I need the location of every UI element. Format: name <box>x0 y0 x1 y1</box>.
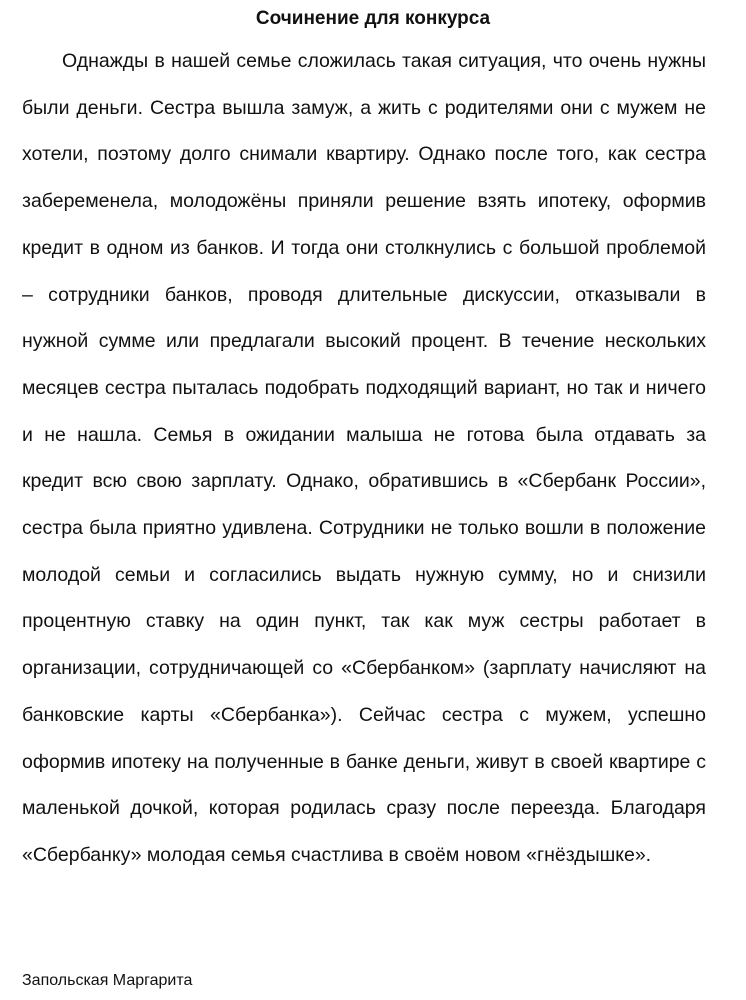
author-signature: Запольская Маргарита <box>22 972 193 989</box>
document-title: Сочинение для конкурса <box>255 8 491 29</box>
essay-paragraph: Однажды в нашей семье сложилась такая ситуация, что очень нужны были деньги. Сестра вышла замуж, а жить с родителями они с мужем не хотели, поэтому долго снимали квартиру. Однако после того, как сестра забеременела, молодожёны приняли решение взять ипотеку, оформив кредит в одном из банков. И тогда они столкнулись с большой проблемой – сотрудники банков, проводя длительные дискуссии, отказывали в нужной сумме или предлагали высокий процент. В течение нескольких месяцев сестра пыталась подобрать подходящий вариант, но так и ничего и не нашла. Семья в ожидании малыша не готова была отдавать за кредит всю свою зарплату. Однако, обратившись в «Сбербанк России», сестра была приятно удивлена. Сотрудники не только вошли в положение молодой семьи и согласились выдать нужную сумму, но и снизили процентную ставку на один пункт, так как муж сестры работает в организации, сотрудничающей со «Сбербанком» (зарплату начисляют на банковские карты «Сбербанка»). Сейчас сестра с мужем, успешно оформив ипотеку на полученные в банке деньги, живут в своей квартире с маленькой дочкой, которая родилась сразу после переезда. Благодаря «Сбербанку» молодая семья счастлива в своём новом «гнёздышке». <box>22 50 706 866</box>
